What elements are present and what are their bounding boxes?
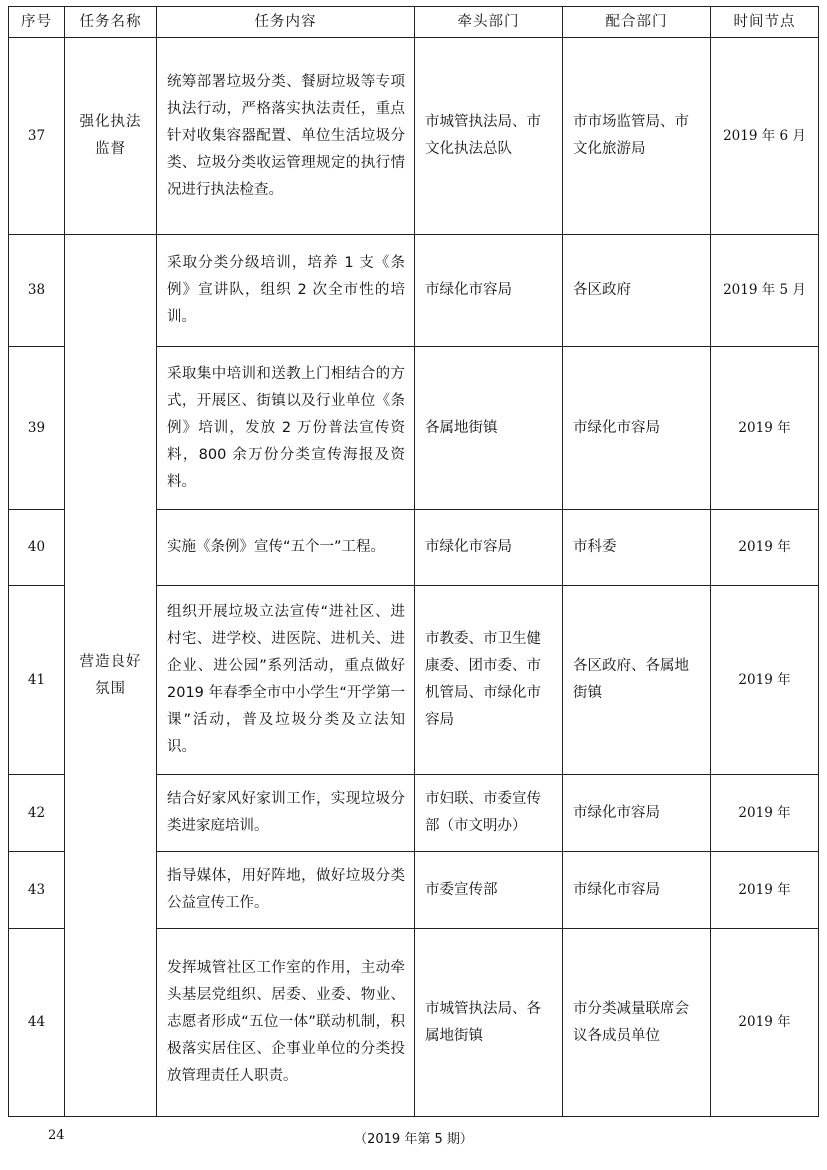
header-row xyxy=(9,7,819,38)
row-lead-dept: 市教委、市卫生健康委、团市委、市机管局、市绿化市容局 xyxy=(415,586,563,775)
row-seq: 41 xyxy=(9,586,65,775)
row-coop-dept: 市市场监管局、市文化旅游局 xyxy=(563,38,711,235)
page-number: 24 xyxy=(48,1128,65,1143)
row-seq: 44 xyxy=(9,929,65,1117)
header-lead-dept: 牵头部门 xyxy=(415,7,563,38)
row-deadline: 2019 年 xyxy=(711,347,819,510)
row-lead-dept: 各属地街镇 xyxy=(415,347,563,510)
task-table-sheet xyxy=(8,6,818,1117)
issue-label: （2019 年第 5 期） xyxy=(354,1132,473,1147)
row-lead-dept: 市绿化市容局 xyxy=(415,510,563,586)
row-lead-dept: 市妇联、市委宣传部（市文明办） xyxy=(415,775,563,852)
row-seq: 43 xyxy=(9,852,65,929)
row-coop-dept: 市绿化市容局 xyxy=(563,852,711,929)
row-deadline: 2019 年 5 月 xyxy=(711,235,819,347)
row-coop-dept: 各区政府、各属地街镇 xyxy=(563,586,711,775)
row-task-content: 发挥城管社区工作室的作用，主动牵头基层党组织、居委、业委、物业、志愿者形成“五位一体”联动机制，积极落实居住区、企事业单位的分类投放管理责任人职责。 xyxy=(157,929,415,1117)
row-deadline: 2019 年 6 月 xyxy=(711,38,819,235)
row-deadline: 2019 年 xyxy=(711,852,819,929)
header-task-name: 任务名称 xyxy=(65,7,157,38)
row-task-content: 组织开展垃圾立法宣传“进社区、进村宅、进学校、进医院、进机关、进企业、进公园”系列活动，重点做好 2019 年春季全市中小学生“开学第一课”活动，普及垃圾分类及立法知识。 xyxy=(157,586,415,775)
row-task-content: 统筹部署垃圾分类、餐厨垃圾等专项执法行动，严格落实执法责任，重点针对收集容器配置、单位生活垃圾分类、垃圾分类收运管理规定的执行情况进行执法检查。 xyxy=(157,38,415,235)
row-seq: 40 xyxy=(9,510,65,586)
row-deadline: 2019 年 xyxy=(711,510,819,586)
row-task-content: 结合好家风好家训工作，实现垃圾分类进家庭培训。 xyxy=(157,775,415,852)
row-coop-dept: 市科委 xyxy=(563,510,711,586)
row-coop-dept: 市绿化市容局 xyxy=(563,775,711,852)
row-deadline: 2019 年 xyxy=(711,929,819,1117)
row-coop-dept: 市绿化市容局 xyxy=(563,347,711,510)
header-task-content: 任务内容 xyxy=(157,7,415,38)
row-lead-dept: 市绿化市容局 xyxy=(415,235,563,347)
header-coop-dept: 配合部门 xyxy=(563,7,711,38)
page-footer xyxy=(0,1128,827,1152)
row-coop-dept: 市分类减量联席会议各成员单位 xyxy=(563,929,711,1117)
table-row xyxy=(9,38,819,235)
row-seq: 38 xyxy=(9,235,65,347)
row-task-content: 采取集中培训和送教上门相结合的方式，开展区、街镇以及行业单位《条例》培训，发放 2 万份普法宣传资料，800 余万份分类宣传海报及资料。 xyxy=(157,347,415,510)
header-deadline: 时间节点 xyxy=(711,7,819,38)
row-lead-dept: 市城管执法局、市文化执法总队 xyxy=(415,38,563,235)
row-lead-dept: 市城管执法局、各属地街镇 xyxy=(415,929,563,1117)
row-task-name: 营造良好氛围 xyxy=(65,235,157,1117)
row-coop-dept: 各区政府 xyxy=(563,235,711,347)
row-seq: 39 xyxy=(9,347,65,510)
row-seq: 42 xyxy=(9,775,65,852)
row-lead-dept: 市委宣传部 xyxy=(415,852,563,929)
row-task-content: 采取分类分级培训，培养 1 支《条例》宣讲队，组织 2 次全市性的培训。 xyxy=(157,235,415,347)
table-row xyxy=(9,235,819,347)
row-task-content: 指导媒体，用好阵地，做好垃圾分类公益宣传工作。 xyxy=(157,852,415,929)
row-deadline: 2019 年 xyxy=(711,775,819,852)
task-table xyxy=(8,6,819,1117)
row-seq: 37 xyxy=(9,38,65,235)
row-task-content: 实施《条例》宣传“五个一”工程。 xyxy=(157,510,415,586)
row-task-name: 强化执法监督 xyxy=(65,38,157,235)
header-seq: 序号 xyxy=(9,7,65,38)
row-deadline: 2019 年 xyxy=(711,586,819,775)
